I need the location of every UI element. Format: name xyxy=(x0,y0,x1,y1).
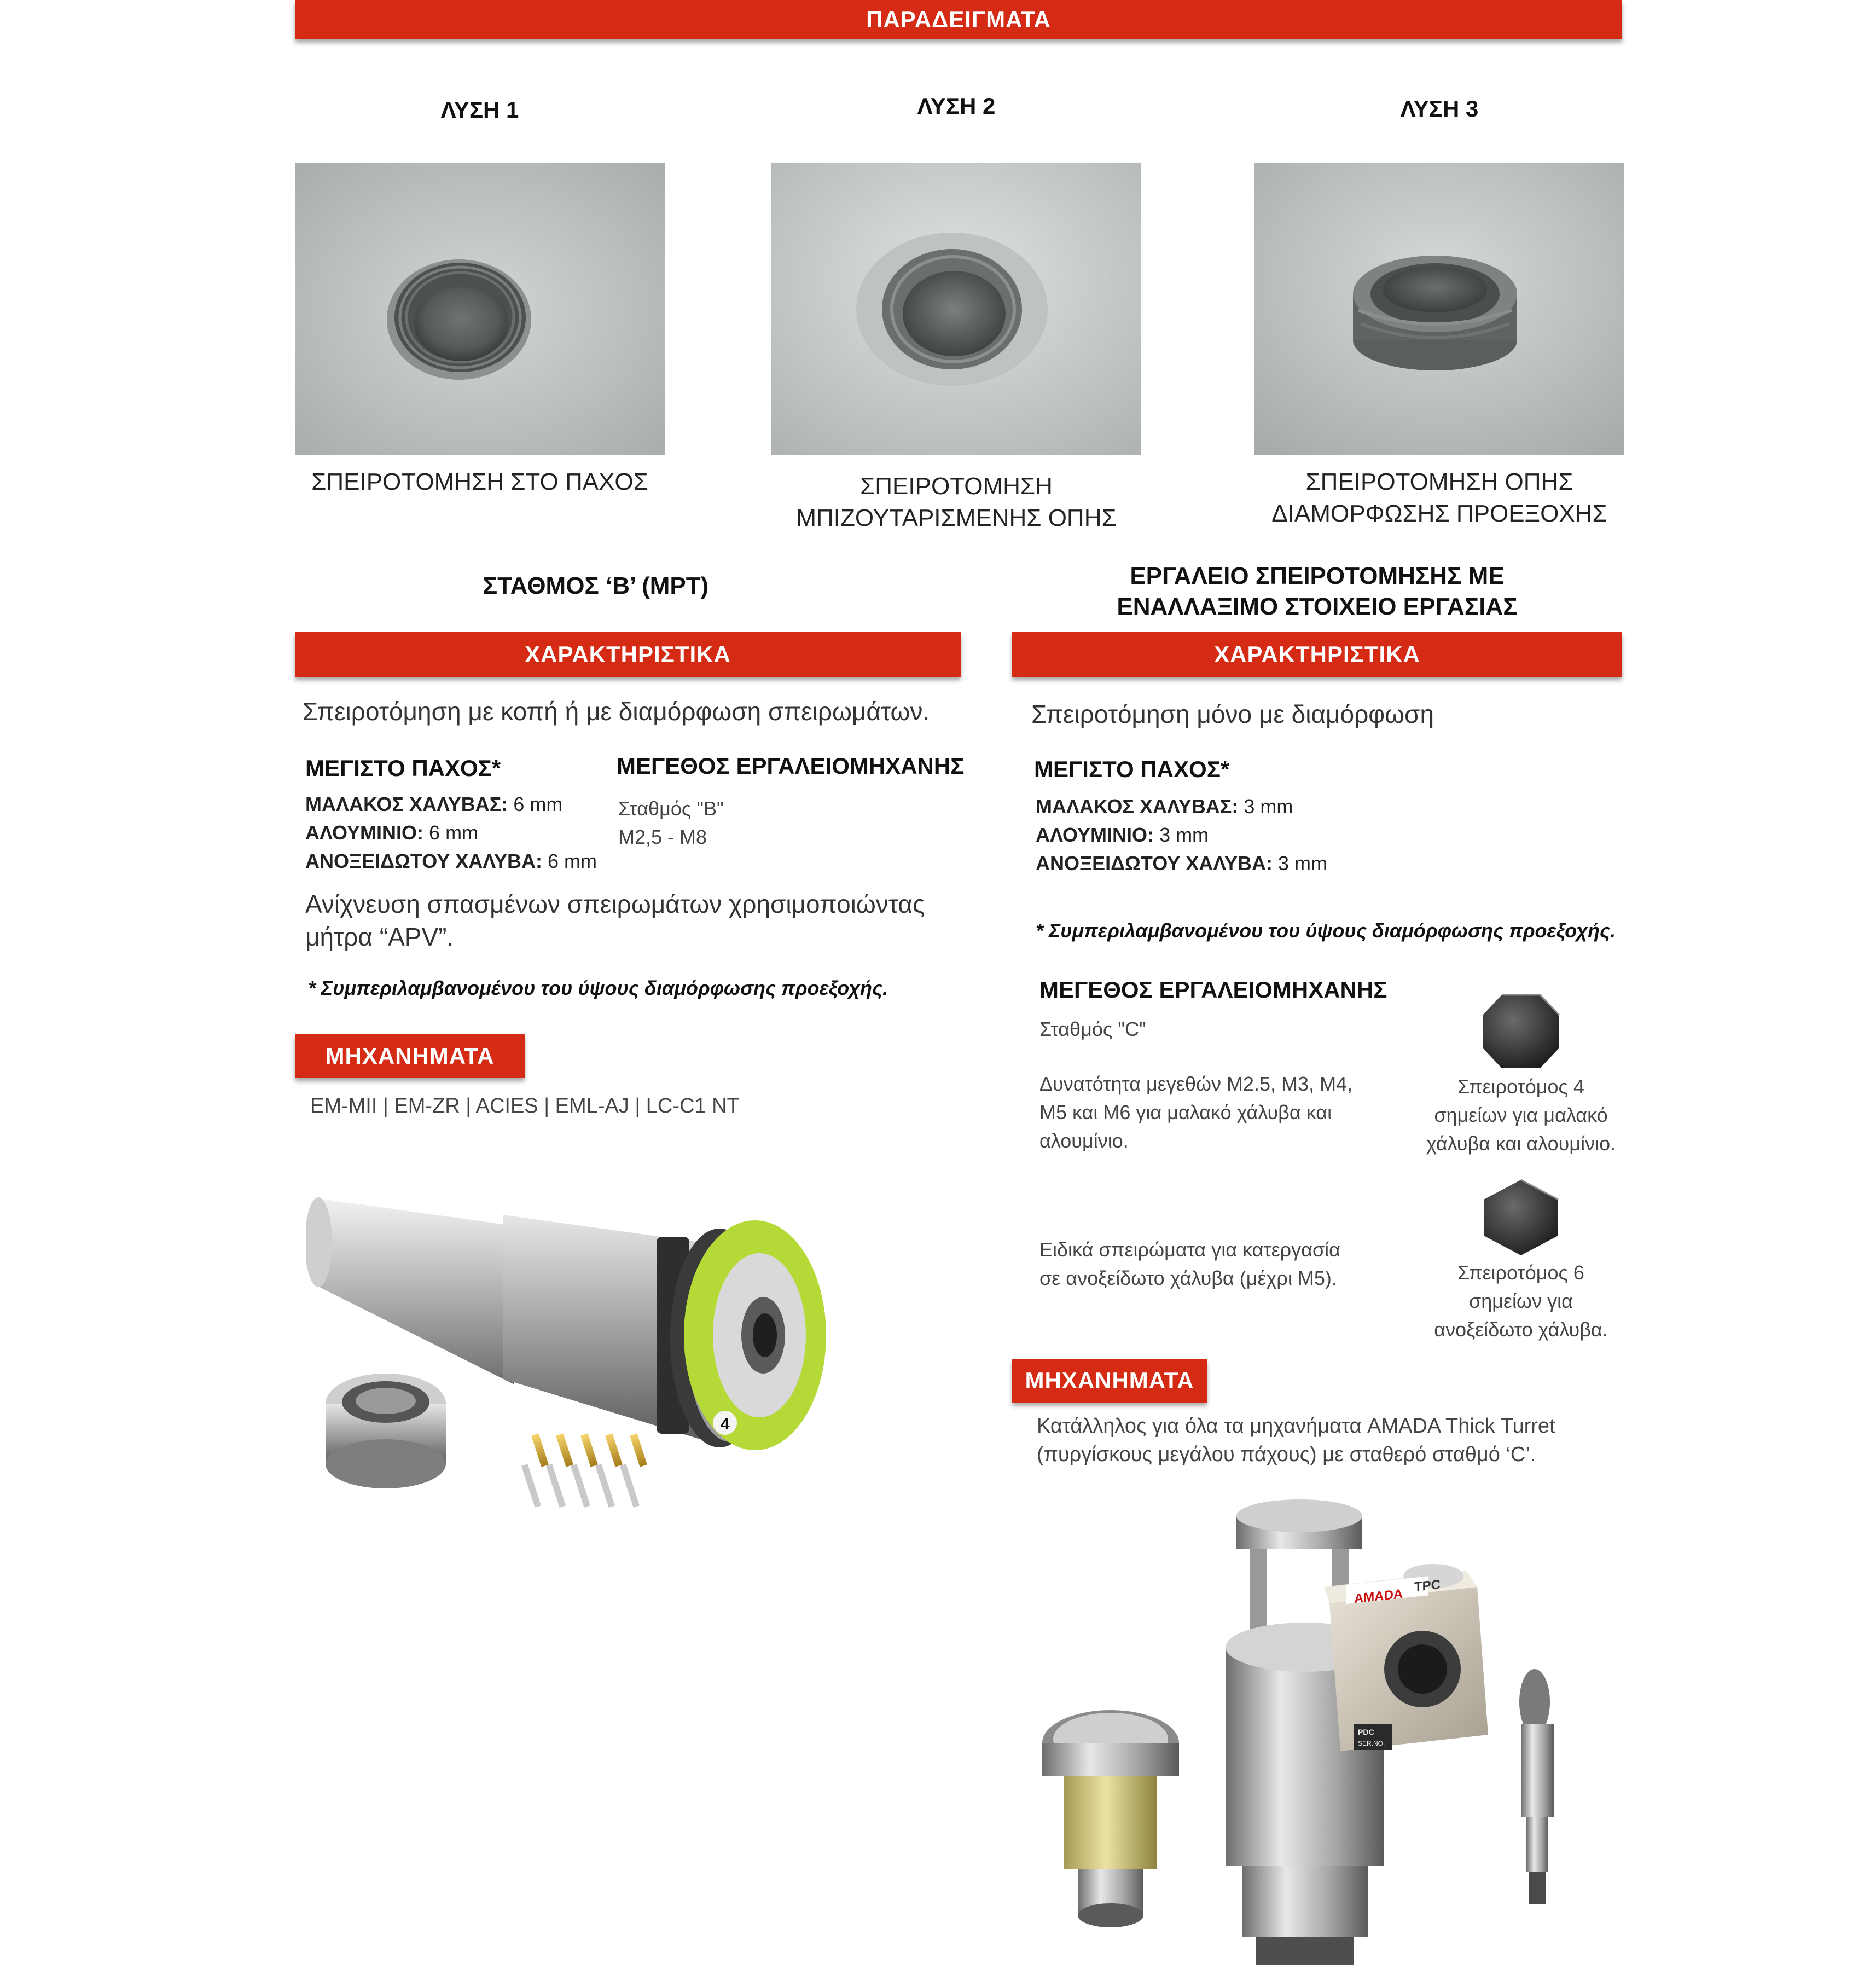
right-station: Σταθμός "C" xyxy=(1039,1018,1146,1040)
heading-line: ΕΝΑΛΛΑΞΙΜΟ ΣΤΟΙΧΕΙΟ ΕΡΓΑΣΙΑΣ xyxy=(1117,593,1518,620)
tap-6-caption xyxy=(1401,1259,1641,1344)
caption-line: ΔΙΑΜΟΡΦΩΣΗΣ ΠΡΟΕΞΟΧΗΣ xyxy=(1271,500,1607,527)
left-materials-list xyxy=(305,790,597,876)
material-name: ΑΝΟΞΕΙΔΩΤΟΥ ΧΑΛΥΒΑ: xyxy=(305,850,543,872)
right-size-title: ΜΕΓΕΘΟΣ ΕΡΓΑΛΕΙΟΜΗΧΑΝΗΣ xyxy=(1039,977,1387,1003)
material-value: 6 mm xyxy=(542,850,597,872)
material-value: 3 mm xyxy=(1154,824,1209,846)
machines-line: (πυργίσκους μεγάλου πάχους) με σταθερό σταθμό ‘C’. xyxy=(1037,1443,1536,1466)
material-name: ΑΛΟΥΜΙΝΙΟ: xyxy=(305,821,424,844)
detection-line: Ανίχνευση σπασμένων σπειρωμάτων χρησιμοποιώντας xyxy=(305,890,925,918)
right-machines-text xyxy=(1037,1412,1555,1469)
left-features-bar xyxy=(295,632,961,677)
solution-2-title: ΛΥΣΗ 2 xyxy=(917,93,996,119)
left-machines-list: EM-MII | EM-ZR | ACIES | EML-AJ | LC-C1 NT xyxy=(310,1094,740,1117)
right-machines-label: ΜΗΧΑΝΗΜΑΤΑ xyxy=(1025,1368,1194,1393)
product-plate-label-1: PDC xyxy=(1358,1728,1374,1736)
left-features-label: ΧΑΡΑΚΤΗΡΙΣΤΙΚΑ xyxy=(525,641,731,667)
solution-3-title: ΛΥΣΗ 3 xyxy=(1400,96,1479,121)
mpt-tool-image xyxy=(306,1149,853,1532)
solution-3-caption xyxy=(1254,466,1624,530)
tap4-line: χάλυβα και αλουμίνιο. xyxy=(1426,1132,1616,1155)
material-name: ΑΝΟΞΕΙΔΩΤΟΥ ΧΑΛΥΒΑ: xyxy=(1036,852,1273,874)
machines-line: Κατάλληλος για όλα τα μηχανήματα AMADA Thick Turret xyxy=(1037,1415,1555,1438)
left-size-lines xyxy=(618,795,724,851)
left-section-heading: ΣΤΑΘΜΟΣ ‘B’ (MPT) xyxy=(483,572,709,599)
left-machines-label: ΜΗΧΑΝΗΜΑΤΑ xyxy=(325,1043,495,1069)
material-name: ΑΛΟΥΜΙΝΙΟ: xyxy=(1036,824,1154,846)
tool-numeral: 4 xyxy=(721,1415,730,1433)
solution-1-title: ΛΥΣΗ 1 xyxy=(440,97,519,123)
caption-line: ΣΠΕΙΡΟΤΟΜΗΣΗ ΣΤΟ ΠΑΧΟΣ xyxy=(311,468,648,495)
material-name: ΜΑΛΑΚΟΣ ΧΑΛΥΒΑΣ: xyxy=(305,793,508,815)
tap6-line: Σπειροτόμος 6 xyxy=(1457,1261,1584,1284)
material-row xyxy=(305,790,597,819)
tap6-line: ανοξείδωτο χάλυβα. xyxy=(1434,1318,1608,1341)
left-detection xyxy=(305,888,925,953)
left-max-thickness-title: ΜΕΓΙΣΤΟ ΠΑΧΟΣ* xyxy=(305,755,501,781)
solution-1-caption xyxy=(295,466,665,498)
thick-turret-tool-image xyxy=(1039,1494,1614,1976)
product-plate-label-2: SER.NO. xyxy=(1358,1740,1385,1747)
tap-6-point-image xyxy=(1477,1177,1565,1259)
material-row xyxy=(305,847,597,876)
examples-header-title: ΠΑΡΑΔΕΙΓΜΑΤΑ xyxy=(866,7,1051,32)
right-max-thickness-title: ΜΕΓΙΣΤΟ ΠΑΧΟΣ* xyxy=(1034,756,1230,782)
material-value: 6 mm xyxy=(423,821,479,844)
material-value: 3 mm xyxy=(1238,795,1293,818)
material-row xyxy=(305,819,597,847)
caption-line: ΣΠΕΙΡΟΤΟΜΗΣΗ ΟΠΗΣ xyxy=(1305,468,1573,495)
solution-2-caption xyxy=(771,471,1141,534)
heading-line: ΕΡΓΑΛΕΙΟ ΣΠΕΙΡΟΤΟΜΗΣΗΣ ΜΕ xyxy=(1130,563,1505,589)
material-row xyxy=(1036,792,1327,821)
caption-line: ΣΠΕΙΡΟΤΟΜΗΣΗ xyxy=(860,473,1053,500)
tap6-line: σημείων για xyxy=(1469,1290,1573,1312)
right-note: * Συμπεριλαμβανομένου του ύψους διαμόρφωσης προεξοχής. xyxy=(1036,919,1616,942)
special-line: Ειδικά σπειρώματα για κατεργασία xyxy=(1039,1238,1340,1261)
sizes-line: M5 και M6 για μαλακό χάλυβα και xyxy=(1039,1101,1332,1123)
tap4-line: σημείων για μαλακό xyxy=(1434,1104,1608,1126)
right-sizes-text xyxy=(1039,1070,1352,1155)
tap4-line: Σπειροτόμος 4 xyxy=(1457,1075,1584,1098)
product-model-label: TPC xyxy=(1414,1577,1441,1595)
material-row xyxy=(1036,849,1327,878)
solution-1-photo xyxy=(295,163,665,455)
sizes-line: αλουμίνιο. xyxy=(1039,1129,1129,1152)
material-value: 3 mm xyxy=(1273,852,1328,874)
sizes-line: Δυνατότητα μεγεθών M2.5, M3, M4, xyxy=(1039,1073,1353,1095)
detection-line: μήτρα “APV”. xyxy=(305,923,454,951)
right-materials-list xyxy=(1036,792,1327,878)
caption-line: ΜΠΙΖΟΥΤΑΡΙΣΜΕΝΗΣ ΟΠΗΣ xyxy=(796,505,1117,531)
tap-4-point-image xyxy=(1477,990,1565,1073)
examples-header-bar xyxy=(295,0,1622,39)
solution-3-photo xyxy=(1254,163,1624,455)
tap-4-caption xyxy=(1401,1073,1641,1158)
material-name: ΜΑΛΑΚΟΣ ΧΑΛΥΒΑΣ: xyxy=(1036,795,1239,818)
right-features-bar xyxy=(1012,632,1622,677)
right-intro: Σπειροτόμηση μόνο με διαμόρφωση xyxy=(1031,700,1434,728)
material-value: 6 mm xyxy=(508,793,563,815)
product-brand-label: AMADA xyxy=(1354,1586,1403,1607)
solution-2-photo xyxy=(771,163,1141,455)
left-intro: Σπειροτόμηση με κοπή ή με διαμόρφωση σπειρωμάτων. xyxy=(303,697,930,726)
right-machines-bar xyxy=(1012,1359,1207,1403)
right-section-heading xyxy=(1012,561,1622,622)
right-special-text xyxy=(1039,1236,1340,1293)
special-line: σε ανοξείδωτο χάλυβα (μέχρι M5). xyxy=(1039,1267,1337,1289)
size-line: M2,5 - M8 xyxy=(618,826,707,848)
left-machines-bar xyxy=(295,1034,525,1078)
left-size-title: ΜΕΓΕΘΟΣ ΕΡΓΑΛΕΙΟΜΗΧΑΝΗΣ xyxy=(617,753,965,779)
left-note: * Συμπεριλαμβανομένου του ύψους διαμόρφωσης προεξοχής. xyxy=(308,977,888,999)
size-line: Σταθμός "B" xyxy=(618,797,724,820)
material-row xyxy=(1036,821,1327,849)
right-features-label: ΧΑΡΑΚΤΗΡΙΣΤΙΚΑ xyxy=(1214,641,1420,667)
